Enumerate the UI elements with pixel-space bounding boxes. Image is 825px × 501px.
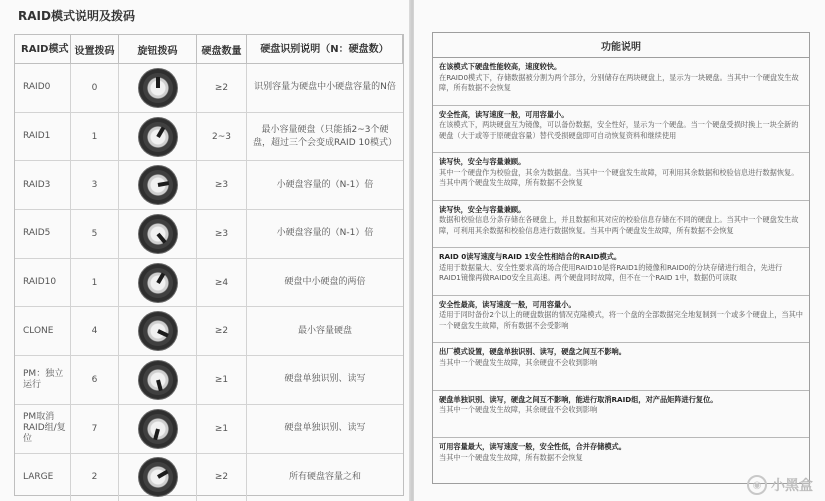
setting-code-cell: 3 — [71, 161, 119, 209]
dial-cell — [119, 356, 197, 404]
watermark — [747, 475, 813, 495]
header-disk-desc: 硬盘识别说明（N：硬盘数） — [247, 35, 403, 63]
function-body: 适用于数据量大、安全性要求高的场合使用RAID10是将RAID1的镜像和RAID0的分块存储进行组合，先进行RAID1镜像再做RAID0安全且高速。两个硬盘同时故障，但不在一个RAID 1中，数据仍可读取 — [439, 262, 783, 282]
disk-desc-cell: 小硬盘容量的（N-1）倍 — [276, 179, 374, 190]
header-disk-count: 硬盘数量 — [197, 35, 247, 63]
rotary-dial-icon — [139, 264, 177, 302]
rotary-dial-icon — [139, 458, 177, 496]
rotary-dial-icon — [139, 118, 177, 156]
function-body: 其中一个硬盘作为校验盘，其余为数据盘。当其中一个硬盘发生故障，可利用其余数据和校验信息进行数据恢复。当其中两个硬盘发生故障，所有数据不会恢复 — [439, 167, 799, 187]
raid-mode-cell: RAID10 — [15, 259, 71, 307]
raid-mode-table — [14, 34, 404, 496]
setting-code-cell: 5 — [71, 210, 119, 258]
disk-count-cell: ≥3 — [197, 210, 247, 258]
table-row — [15, 454, 403, 501]
dial-cell — [119, 113, 197, 161]
function-body: 在RAID0模式下，存储数据被分割为两个部分，分别储存在两块硬盘上，显示为一块硬盘。当其中一个硬盘发生故障，所有数据不会恢复 — [439, 72, 799, 92]
watermark-text: 小黑盒 — [771, 478, 813, 494]
rotary-dial-icon — [139, 361, 177, 399]
function-title: 读写快，安全与容量兼顾。 — [439, 157, 526, 166]
rotary-dial-icon — [139, 215, 177, 253]
dial-cell — [119, 307, 197, 355]
function-title: 出厂模式设置，硬盘单独识别、读写，硬盘之间互不影响。 — [439, 347, 626, 356]
setting-code-cell: 7 — [71, 405, 119, 453]
function-title: 安全性最高，读写速度一般，可用容量小。 — [439, 299, 576, 309]
raid-mode-cell: RAID0 — [15, 64, 71, 112]
rotary-dial-icon — [139, 69, 177, 107]
function-row — [433, 201, 809, 249]
function-body: 数据和校验信息分条存储在各硬盘上，并且数据和其对应的校验信息存储在不同的硬盘上。当其中一个硬盘发生故障，可利用其余数据和校验信息进行数据恢复。当其中两个硬盘发生故障，所有数据不会恢复 — [439, 215, 799, 235]
function-row — [433, 106, 809, 154]
disk-desc-cell: 识别容量为硬盘中小硬盘容量的N倍 — [254, 82, 396, 93]
disk-count-cell: ≥3 — [197, 161, 247, 209]
function-header: 功能说明 — [433, 33, 809, 58]
function-title: 安全性高，读写速度一般，可用容量小。 — [439, 109, 569, 119]
setting-code-cell: 2 — [71, 454, 119, 501]
left-page — [0, 0, 411, 501]
disk-desc-cell: 硬盘中小硬盘的两倍 — [284, 277, 366, 288]
function-title: RAID 0读写速度与RAID 1安全性相结合的RAID模式。 — [439, 252, 622, 261]
setting-code-cell: 0 — [71, 64, 119, 112]
function-body: 当其中一个硬盘发生故障，其余硬盘不会收到影响 — [439, 357, 598, 367]
function-title: 可用容量最大，读写速度一般，安全性低，合并存储模式。 — [439, 442, 626, 451]
page-title: RAID模式说明及拨码 — [18, 9, 135, 23]
function-row — [433, 153, 809, 201]
setting-code-cell: 1 — [71, 259, 119, 307]
raid-mode-cell: CLONE — [15, 307, 71, 355]
disk-count-cell: ≥1 — [197, 356, 247, 404]
disk-count-cell: 2~3 — [197, 113, 247, 161]
table-row — [15, 405, 403, 454]
dial-cell — [119, 210, 197, 258]
disk-desc-cell: 最小容量硬盘 — [297, 325, 352, 336]
dial-cell — [119, 405, 197, 453]
raid-mode-cell: RAID3 — [15, 161, 71, 209]
table-row — [15, 307, 403, 356]
disk-desc-cell: 小硬盘容量的（N-1）倍 — [276, 228, 374, 239]
raid-mode-cell: RAID1 — [15, 113, 71, 161]
function-body: 当其中一个硬盘发生故障，所有数据不会恢复 — [439, 452, 583, 462]
disk-desc-cell: 硬盘单独识别、读写 — [284, 374, 366, 385]
rotary-dial-icon — [139, 166, 177, 204]
function-table — [432, 32, 810, 484]
disk-desc-cell: 硬盘单独识别、读写 — [284, 423, 366, 434]
setting-code-cell: 1 — [71, 113, 119, 161]
dial-cell — [119, 454, 197, 501]
raid-mode-cell: PM：独立运行 — [15, 356, 71, 404]
function-body: 在该模式下，两块硬盘互为镜像，可以备份数据，安全性好，显示为一个硬盘。当一个硬盘受损时换上一块全新的硬盘（大于或等于原硬盘容量）替代受损硬盘即可自动恢复资料和继续使用 — [439, 120, 799, 140]
function-body: 适用于同时备份2个以上的硬盘数据的情况克隆模式，将一个盘的全部数据完全地复制到一个或多个硬盘上，当其中一个硬盘发生故障，所有数据不会受影响 — [439, 310, 803, 330]
raid-mode-cell: LARGE — [15, 454, 71, 501]
disk-count-cell: ≥1 — [197, 405, 247, 453]
header-raid-mode: RAID模式 — [15, 35, 71, 63]
table-row — [15, 64, 403, 113]
table-row — [15, 356, 403, 405]
rotary-dial-icon — [139, 410, 177, 448]
disk-desc-cell: 最小容量硬盘（只能插2~3个硬盘，超过三个会变成RAID 10模式） — [253, 124, 397, 148]
right-page — [414, 0, 825, 501]
dial-cell — [119, 161, 197, 209]
setting-code-cell: 4 — [71, 307, 119, 355]
table-header — [15, 35, 403, 64]
dial-pointer — [156, 77, 160, 88]
rotary-dial-icon — [139, 312, 177, 350]
function-row — [433, 391, 809, 439]
table-row — [15, 161, 403, 210]
disk-count-cell: ≥2 — [197, 307, 247, 355]
function-title: 在该模式下硬盘性能较高，速度较快。 — [439, 62, 562, 71]
function-title: 读写快，安全与容量兼顾。 — [439, 204, 526, 214]
function-row — [433, 343, 809, 391]
table-row — [15, 113, 403, 162]
function-title: 硬盘单独识别、读写，硬盘之间互不影响，能进行取消RAID组，对产品矩阵进行复位。 — [439, 394, 718, 404]
setting-code-cell: 6 — [71, 356, 119, 404]
table-row — [15, 210, 403, 259]
raid-mode-cell: RAID5 — [15, 210, 71, 258]
xiaoheihe-logo-icon: ◉ — [747, 475, 767, 495]
function-body: 当其中一个硬盘发生故障，其余硬盘不会收到影响 — [439, 405, 598, 414]
table-row — [15, 259, 403, 308]
disk-count-cell: ≥4 — [197, 259, 247, 307]
function-row — [433, 58, 809, 106]
header-dial-code: 旋钮拨码 — [119, 35, 197, 63]
disk-desc-cell: 所有硬盘容量之和 — [288, 471, 361, 482]
disk-count-cell: ≥2 — [197, 64, 247, 112]
disk-count-cell: ≥2 — [197, 454, 247, 501]
raid-mode-cell: PM取消RAID组/复位 — [15, 405, 71, 453]
dial-cell — [119, 64, 197, 112]
header-setting-code: 设置拨码 — [71, 35, 119, 63]
function-row — [433, 296, 809, 344]
function-row — [433, 248, 809, 296]
dial-cell — [119, 259, 197, 307]
